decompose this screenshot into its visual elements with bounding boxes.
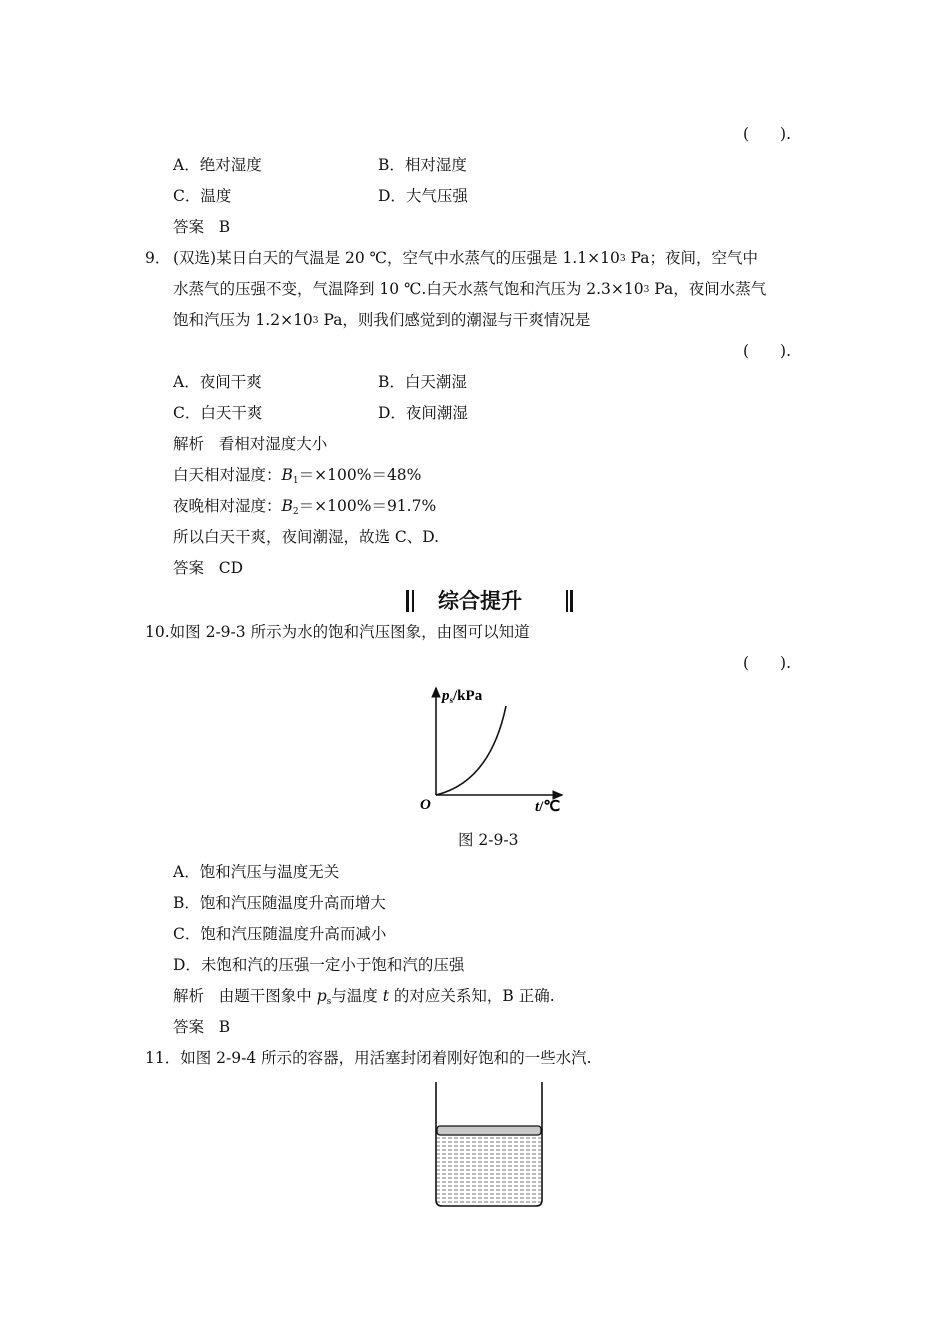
q9-day-humidity: 白天相对湿度：$B_1=\times 100\%=48\%$ <box>173 466 422 486</box>
water-vapor-region <box>437 1136 541 1204</box>
answer-label: 答案 <box>173 559 205 577</box>
q10-answer <box>173 1017 230 1037</box>
q8-answer <box>173 217 230 237</box>
answer-value: B <box>218 218 231 236</box>
q10-stem: 10.如图 2-9-3 所示为水的饱和汽压图象，由图可以知道 <box>145 623 530 641</box>
q10-number: 10. <box>145 623 170 641</box>
q9-option-d: D．夜间潮湿 <box>378 404 468 422</box>
q10-option-d: D．未饱和汽的压强一定小于饱和汽的压强 <box>173 956 465 974</box>
saturated-vapor-pressure-graph <box>412 680 582 815</box>
q9-night-humidity: 夜晚相对湿度：$B_2=\times 100\%=91.7\%$ <box>173 497 437 517</box>
origin-label: O <box>420 797 431 813</box>
q9-option-a: A．夜间干爽 <box>173 373 262 391</box>
q10-answer-paren: ( ). <box>743 654 792 672</box>
section-header <box>400 588 580 614</box>
q10-option-c: C．饱和汽压随温度升高而减小 <box>173 925 387 943</box>
q9-analysis: 解析 看相对湿度大小 <box>173 435 328 453</box>
section-bar-left <box>406 590 409 612</box>
analysis-label: 解析 <box>173 987 205 1005</box>
q9-stem-line1: (双选)某日白天的气温是 20 ℃，空气中水蒸气的压强是 $1.1\times 10^3$ Pa；夜间，空气中 <box>173 249 758 267</box>
q9-answer <box>173 558 243 578</box>
q10-analysis: 解析 由题干图象中 $p_s$与温度 t 的对应关系知，B 正确. <box>173 987 555 1007</box>
piston <box>437 1126 541 1135</box>
section-bar-left-thin <box>412 590 414 612</box>
q11-stem: 11．如图 2-9-4 所示的容器，用活塞封闭着刚好饱和的一些水汽. <box>145 1049 592 1067</box>
q8-option-a: A．绝对湿度 <box>173 156 262 174</box>
section-bar-right-thin <box>566 590 568 612</box>
q9-answer-paren: ( ). <box>743 342 792 360</box>
q8-option-d: D．大气压强 <box>378 187 468 205</box>
q9-option-b: B．白天潮湿 <box>378 373 467 391</box>
container-with-piston-figure <box>430 1080 550 1215</box>
y-axis-label: $p_s$/kPa <box>442 688 483 705</box>
answer-label: 答案 <box>173 1018 205 1036</box>
section-bar-right <box>570 590 573 612</box>
q11-number: 11． <box>145 1049 181 1067</box>
q8-option-c: C．温度 <box>173 187 232 205</box>
q9-conclusion: 所以白天干爽，夜间潮湿，故选 C、D. <box>173 528 440 546</box>
q8-option-b: B．相对湿度 <box>378 156 467 174</box>
q10-option-b: B．饱和汽压随温度升高而增大 <box>173 894 386 912</box>
q9-option-c: C．白天干爽 <box>173 404 263 422</box>
q9-stem-line2: 水蒸气的压强不变，气温降到 10 ℃.白天水蒸气饱和汽压为 $2.3\times 10^3$ Pa，夜间水蒸气 <box>173 280 767 298</box>
answer-value: B <box>218 1018 231 1036</box>
answer-value: CD <box>218 559 244 577</box>
q9-stem-line3: 饱和汽压为 $1.2\times 10^3$ Pa，则我们感觉到的潮湿与干爽情况是 <box>173 311 591 329</box>
x-axis-label: t/℃ <box>535 799 561 815</box>
q9-number: 9． <box>145 249 171 267</box>
figure-caption-2-9-3: 图 2-9-3 <box>458 831 519 849</box>
analysis-label: 解析 <box>173 435 205 453</box>
pressure-curve <box>436 706 506 795</box>
q8-answer-paren: ( ). <box>743 125 792 143</box>
answer-label: 答案 <box>173 218 205 236</box>
section-title: 综合提升 <box>438 589 522 613</box>
q10-option-a: A．饱和汽压与温度无关 <box>173 863 340 881</box>
